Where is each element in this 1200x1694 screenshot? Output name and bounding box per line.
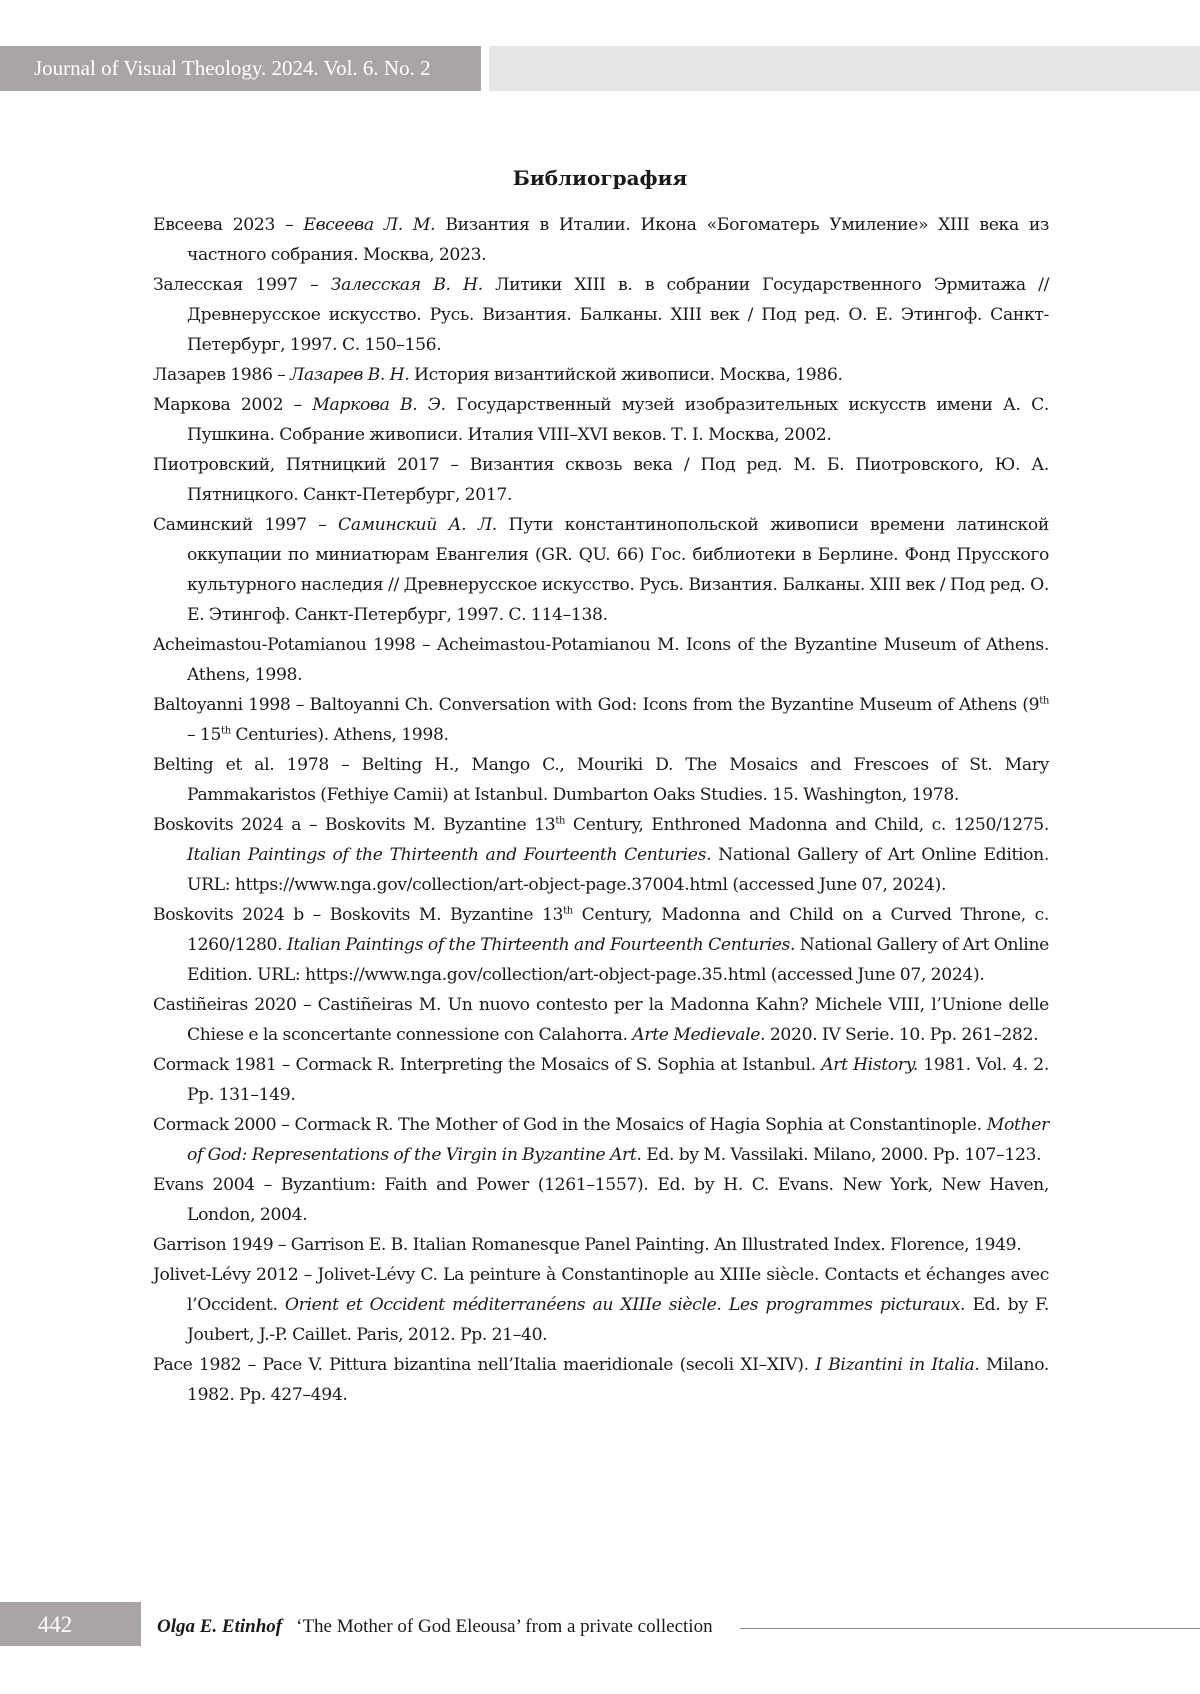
reference-text: 1981. Vol. 4. 2. Pp. 131–149. <box>187 1055 1049 1105</box>
reference-italic: Саминский А. Л. <box>338 515 497 535</box>
reference-entry <box>153 1230 1049 1260</box>
reference-text: Belting et al. 1978 – Belting H., Mango C., Mouriki D. The Mosaics and Frescoes of St. Mary Pammakaristos (Fethiye Camii) at Istanbul. Dumbarton Oaks Studies. 15. Washington, 1978. <box>153 755 1049 805</box>
reference-entry <box>153 210 1049 270</box>
reference-text: Evans 2004 – Byzantium: Faith and Power (1261–1557). Ed. by H. C. Evans. New York, New Haven, London, 2004. <box>153 1175 1049 1225</box>
reference-entry <box>153 750 1049 810</box>
reference-italic: Маркова В. Э. <box>312 395 446 415</box>
reference-text: Pace 1982 – Pace V. Pittura bizantina nell’Italia maeridionale (secoli XI–XIV). <box>153 1355 816 1375</box>
reference-superscript: th <box>555 815 566 827</box>
reference-entry <box>153 1110 1049 1170</box>
reference-entry <box>153 900 1049 990</box>
reference-text: 2020. IV Serie. 10. Pp. 261–282. <box>765 1025 1039 1045</box>
reference-text: Саминский 1997 – <box>153 515 339 535</box>
reference-text: Cormack 2000 – Cormack R. The Mother of God in the Mosaics of Hagia Sophia at Constantinople. <box>153 1115 987 1135</box>
reference-text: Литики XIII в. в собрании Государственного Эрмитажа // Древнерусское искусство. Русь. Византия. Балканы. XIII век / Под ред. О. Е. Этингоф. Санкт-Петербург, 1997. С. 150–156. <box>187 275 1050 355</box>
reference-text: Garrison 1949 – Garrison E. B. Italian Romanesque Panel Painting. An Illustrated Index. Florence, 1949. <box>153 1235 1022 1255</box>
reference-text: Baltoyanni 1998 – Baltoyanni Ch. Conversation with God: Icons from the Byzantine Museum of Athens (9 <box>153 695 1040 715</box>
reference-entry <box>153 510 1049 630</box>
reference-text: Византия в Италии. Икона «Богоматерь Умиление» XIII века из частного собрания. Москва, 2023. <box>187 215 1050 265</box>
reference-text: Castiñeiras 2020 – Castiñeiras M. Un nuovo contesto per la Madonna Kahn? Michele VIII, l’Unione delle Chiese e la sconcertante connessione con Calahorra. <box>153 995 1049 1045</box>
reference-text: Century, Madonna and Child on a Curved Throne, c. 1260/1280. <box>187 905 1050 955</box>
reference-entry <box>153 990 1049 1050</box>
reference-italic: Mother of God: Representations of the Virgin in Byzantine Art <box>187 1115 1049 1165</box>
reference-text: Centuries). Athens, 1998. <box>230 725 449 745</box>
section-title: Библиография <box>512 166 688 190</box>
reference-text: Залесская 1997 – <box>153 275 331 295</box>
header-bar-extension <box>489 46 1200 91</box>
reference-italic: Залесская В. Н. <box>330 275 483 295</box>
reference-text: National Gallery of Art Online Edition. URL: https://www.nga.gov/collection/art-object-page.37004.html (accessed June 07, 2024). <box>187 845 1050 895</box>
reference-italic: Italian Paintings of the Thirteenth and Fourteenth Centuries <box>286 935 791 955</box>
reference-text: Boskovits 2024 a – Boskovits M. Byzantine 13 <box>153 815 556 835</box>
reference-italic: Лазарев В. Н. <box>290 365 410 385</box>
page-number: 442 <box>37 1612 73 1637</box>
reference-entry <box>153 1260 1049 1350</box>
reference-text: Cormack 1981 – Cormack R. Interpreting the Mosaics of S. Sophia at Istanbul. <box>153 1055 822 1075</box>
reference-entry <box>153 690 1049 750</box>
reference-superscript: th <box>221 725 231 737</box>
reference-text: Пути константинопольской живописи времени латинской оккупации по миниатюрам Евангелия (GR. QU. 66) Гос. библиотеки в Берлине. Фонд Прусского культурного наследия // Древнерусское искусство. Русь. Византия. Балканы. XIII век / Под ред. О. Е. Этингоф. Санкт-Петербург, 1997. С. 114–138. <box>187 515 1049 625</box>
reference-text: Jolivet-Lévy 2012 – Jolivet-Lévy C. La peinture à Constantinople au XIIIe siècle. Contacts et échanges avec l’Occident. <box>153 1265 1049 1315</box>
running-footer <box>157 1616 713 1638</box>
reference-text: – 15 <box>187 725 222 745</box>
reference-entry <box>153 1350 1049 1410</box>
reference-text: Century, Enthroned Madonna and Child, c. 1250/1275. <box>565 815 1049 835</box>
reference-italic: Евсеева Л. М. <box>303 215 436 235</box>
reference-superscript: th <box>563 905 573 917</box>
reference-text: . National Gallery of Art Online Edition. URL: https://www.nga.gov/collection/art-object-page.35.html (accessed June 07, 2024). <box>187 935 1049 985</box>
reference-italic: Art History. <box>821 1055 918 1075</box>
reference-list <box>153 210 1049 1410</box>
reference-text: . Ed. by M. Vassilaki. Milano, 2000. Pp. 107–123. <box>636 1145 1042 1165</box>
reference-italic: Arte Medievale. <box>632 1025 766 1045</box>
reference-text: Пиотровский, Пятницкий 2017 – Византия сквозь века / Под ред. М. Б. Пиотровского, Ю. А. Пятницкого. Санкт-Петербург, 2017. <box>153 455 1049 505</box>
reference-entry <box>153 390 1049 450</box>
reference-italic: Italian Paintings of the Thirteenth and Fourteenth Centuries. <box>187 845 712 865</box>
reference-text: Лазарев 1986 – <box>153 365 291 385</box>
reference-entry <box>153 1170 1049 1230</box>
reference-entry <box>153 270 1049 360</box>
footer-author: Olga E. Etinhof <box>157 1616 283 1637</box>
reference-text: . Ed. by F. Joubert, J.-P. Caillet. Paris, 2012. Pp. 21–40. <box>187 1295 1049 1345</box>
reference-superscript: th <box>1039 695 1049 707</box>
reference-entry <box>153 1050 1049 1110</box>
reference-text: . Milano. 1982. Pp. 427–494. <box>187 1355 1049 1405</box>
reference-text: Acheimastou-Potamianou 1998 – Acheimastou-Potamianou M. Icons of the Byzantine Museum of Athens. Athens, 1998. <box>153 635 1049 685</box>
reference-text: Государственный музей изобразительных искусств имени А. С. Пушкина. Собрание живописи. Италия VIII–XVI веков. Т. I. Москва, 2002. <box>187 395 1050 445</box>
reference-italic: Orient et Occident méditerranéens au XIIIe siècle. Les programmes picturaux <box>284 1295 961 1315</box>
reference-entry <box>153 450 1049 510</box>
reference-text: Евсеева 2023 – <box>153 215 304 235</box>
footer-article-title: ‘The Mother of God Eleousa’ from a private collection <box>296 1616 713 1637</box>
reference-text: История византийской живописи. Москва, 1986. <box>409 365 843 385</box>
reference-entry <box>153 360 1049 390</box>
reference-entry <box>153 630 1049 690</box>
footer-rule <box>740 1628 1200 1629</box>
reference-text: Boskovits 2024 b – Boskovits M. Byzantine 13 <box>153 905 564 925</box>
reference-entry <box>153 810 1049 900</box>
reference-italic: I Bizantini in Italia <box>815 1355 975 1375</box>
journal-title: Journal of Visual Theology. 2024. Vol. 6. No. 2 <box>34 56 431 80</box>
reference-text: Маркова 2002 – <box>153 395 313 415</box>
